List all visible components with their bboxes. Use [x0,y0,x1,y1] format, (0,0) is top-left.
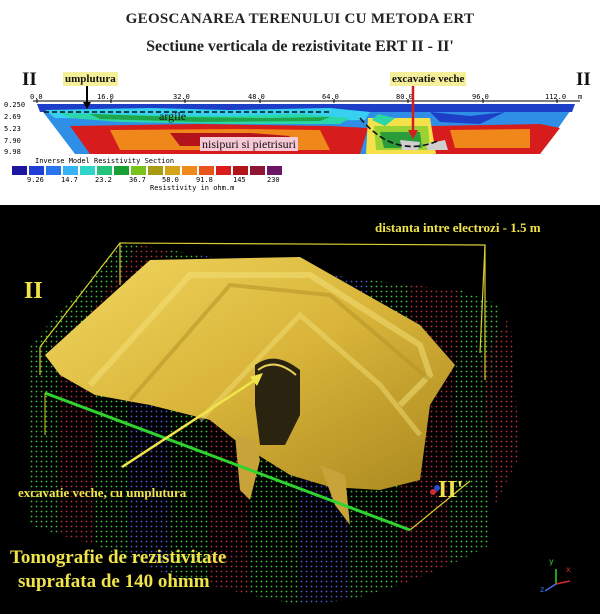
x-tick: 0.0 [30,93,43,101]
tomography-3d-panel [0,205,600,614]
section-start-label: II [24,278,43,304]
profile-end-label: II [576,69,591,90]
legend-swatch [165,166,180,175]
legend-swatch [97,166,112,175]
legend-swatch [46,166,61,175]
depth-tick: 5.23 [4,125,21,133]
axis-gizmo-z: z [540,585,545,594]
x-tick: 32.0 [173,93,190,101]
x-tick: 16.0 [97,93,114,101]
old-excavation-annotation: excavatie veche [392,73,465,85]
legend-swatch [250,166,265,175]
depth-tick: 9.98 [4,148,21,156]
legend-value: 9.26 [27,176,44,184]
legend-swatch [216,166,231,175]
axis-gizmo-x: x [566,565,571,574]
x-tick: 96.0 [472,93,489,101]
legend-value: 91.8 [196,176,213,184]
caption-line-1: Tomografie de rezistivitate [10,547,227,568]
legend-value: 58.0 [162,176,179,184]
depth-tick: 7.90 [4,137,21,145]
electrode-spacing-note: distanta intre electrozi - 1.5 m [375,220,541,235]
depth-tick: 2.69 [4,113,21,121]
legend-swatch [63,166,78,175]
legend-swatch [29,166,44,175]
sands-label: nisipuri si pietrisuri [202,137,296,151]
legend-value: 36.7 [129,176,146,184]
legend-value: 145 [233,176,246,184]
clays-label: argile [159,109,187,123]
legend-swatch [148,166,163,175]
axis-gizmo-y: y [549,557,554,566]
section-end-label: II' [438,477,464,503]
legend-unit: Resistivity in ohm.m [150,184,235,192]
page-title: GEOSCANAREA TERENULUI CU METODA ERT [125,11,475,27]
legend-value: 230 [267,176,280,184]
legend-value: 23.2 [95,176,112,184]
legend-value: 14.7 [61,176,78,184]
x-tick: 80.0 [396,93,413,101]
legend-swatch [80,166,95,175]
profile-start-label: II [22,69,37,90]
excavation-note: excavatie veche, cu umplutura [18,485,187,500]
x-tick: 48.0 [248,93,265,101]
legend-title: Inverse Model Resistivity Section [35,157,175,165]
ert-profile-panel [0,0,600,205]
page-subtitle: Sectiune verticala de rezistivitate ERT II - II' [146,38,454,55]
legend-swatch [199,166,214,175]
legend-swatch [233,166,248,175]
legend-swatch [131,166,146,175]
x-unit: m [578,93,583,101]
legend-swatch [12,166,27,175]
x-tick: 64.0 [322,93,339,101]
depth-tick: 0.250 [4,101,26,109]
legend-swatch [182,166,197,175]
legend-swatch [114,166,129,175]
caption-line-2: suprafata de 140 ohmm [18,571,210,592]
legend-swatch [267,166,282,175]
x-tick: 112.0 [545,93,567,101]
fill-annotation: umplutura [65,73,116,85]
